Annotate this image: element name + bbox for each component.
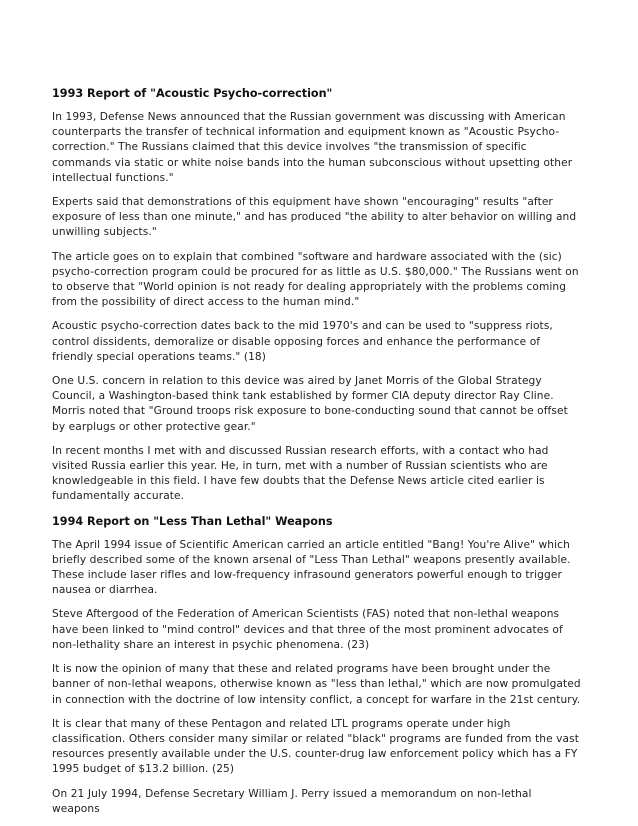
paragraph: Steve Aftergood of the Federation of American Scientists (FAS) noted that non-lethal weapons have been linked to "mind control" devices and that three of the most prominent advocates of non-lethality share an interest in psychic phenomena. (23) [52, 608, 563, 651]
paragraph: Acoustic psycho-correction dates back to the mid 1970's and can be used to "suppress riots, control dissidents, demoralize or disable opposing forces and enhance the performance of friendly special operations teams." (18) [52, 320, 553, 363]
section-less-than-lethal-weapons [52, 514, 582, 817]
section-acoustic-psycho-correction [52, 86, 582, 505]
paragraph: Experts said that demonstrations of this equipment have shown "encouraging" results "after exposure of less than one minute," and has produced "the ability to alter behavior on willing and unwilling subjects." [52, 196, 577, 239]
section-heading: 1994 Report on "Less Than Lethal" Weapons [52, 514, 333, 528]
paragraph: One U.S. concern in relation to this device was aired by Janet Morris of the Global Strategy Council, a Washington-based think tank established by former CIA deputy director Ray Cline. Morris noted that "Ground troops risk exposure to bone-conducting sound that cannot be offset by earplugs or other protective gear." [52, 375, 568, 433]
paragraph: The April 1994 issue of Scientific American carried an article entitled "Bang! You're Alive" which briefly described some of the known arsenal of "Less Than Lethal" weapons presently available. These include laser rifles and low-frequency infrasound generators powerful enough to trigger nausea or diarrhea. [52, 538, 571, 597]
paragraph: On 21 July 1994, Defense Secretary William J. Perry issued a memorandum on non-lethal weapons [52, 787, 532, 815]
paragraph: It is clear that many of these Pentagon and related LTL programs operate under high classification. Others consider many similar or related "black" programs are funded from the vast resources presently available under the U.S. counter-drug law enforcement policy which has a FY 1995 budget of $13.2 billion. (25) [52, 717, 579, 776]
paragraph: It is now the opinion of many that these and related programs have been brought under the banner of non-lethal weapons, otherwise known as "less than lethal," which are now promulgated in connection with the doctrine of low intensity conflict, a concept for warfare in the 21st century. [52, 663, 581, 706]
paragraph: The article goes on to explain that combined "software and hardware associated with the (sic) psycho-correction program could be procured for as little as U.S. $80,000." The Russians went on to observe that "World opinion is not ready for dealing appropriately with the problems coming from the possibility of direct access to the human mind." [52, 250, 579, 309]
paragraph: In 1993, Defense News announced that the Russian government was discussing with American counterparts the transfer of technical information and equipment known as "Acoustic Psycho-correction." The Russians claimed that this device involves "the transmission of specific commands via static or white noise bands into the human subconscious without upsetting other intellectual functions." [52, 111, 573, 184]
paragraph: In recent months I met with and discussed Russian research efforts, with a contact who had visited Russia earlier this year. He, in turn, met with a number of Russian scientists who are knowledgeable in this field. I have few doubts that the Defense News article cited earlier is fundamentally accurate. [52, 444, 549, 503]
section-heading: 1993 Report of "Acoustic Psycho-correction" [52, 87, 333, 100]
